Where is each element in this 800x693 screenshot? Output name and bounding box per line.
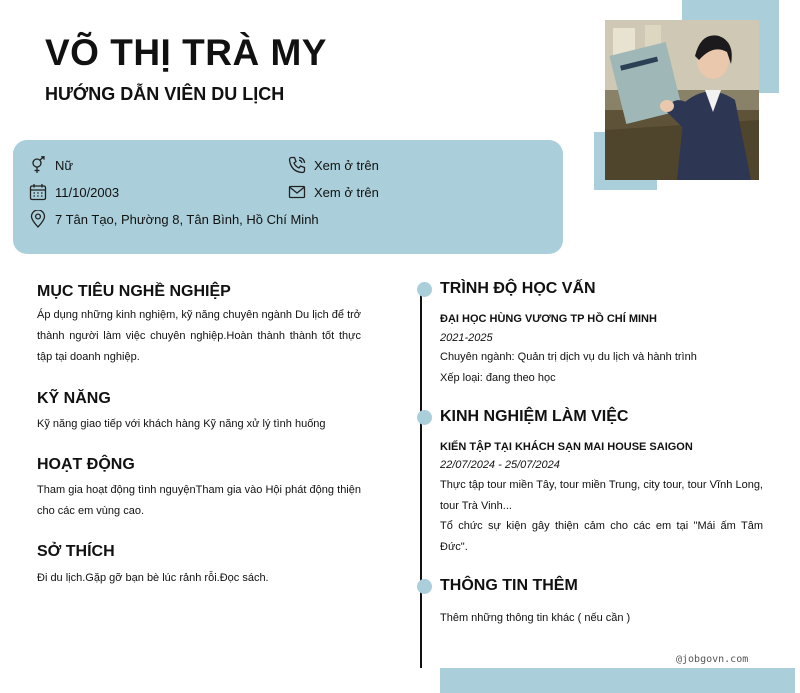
skills-text: Kỹ năng giao tiếp với khách hàng Kỹ năng xử lý tình huống [37, 418, 326, 430]
activities-title: HOẠT ĐỘNG [37, 456, 135, 473]
timeline-line [420, 290, 422, 668]
timeline-dot-additional [417, 579, 432, 594]
experience-title: KINH NGHIỆM LÀM VIỆC [440, 408, 629, 425]
candidate-name: VÕ THỊ TRÀ MY [45, 32, 327, 73]
phone-icon [288, 156, 306, 174]
skills-title: KỸ NĂNG [37, 390, 111, 407]
birthdate-value: 11/10/2003 [55, 184, 120, 200]
job-title: HƯỚNG DẪN VIÊN DU LỊCH [45, 84, 285, 104]
objective-title: MỤC TIÊU NGHỀ NGHIỆP [37, 283, 231, 300]
hobbies-title: SỞ THÍCH [37, 543, 115, 560]
calendar-icon [29, 183, 47, 201]
education-title: TRÌNH ĐỘ HỌC VẤN [440, 280, 596, 297]
location-icon [29, 210, 47, 228]
contact-address [29, 210, 319, 228]
contact-phone [288, 156, 379, 174]
address-value: 7 Tân Tạo, Phường 8, Tân Bình, Hồ Chí Minh [55, 211, 319, 227]
gender-icon [29, 156, 47, 174]
experience-period: 22/07/2024 - 25/07/2024 [440, 459, 560, 471]
decor-block-bottom [440, 668, 795, 693]
education-rank: Xếp loại: đang theo học [440, 372, 556, 384]
experience-text-1: Thực tập tour miền Tây, tour miền Trung, city tour, tour Vĩnh Long, tour Trà Vinh... [440, 479, 763, 512]
timeline-dot-experience [417, 410, 432, 425]
mail-icon [288, 183, 306, 201]
education-school: ĐẠI HỌC HÙNG VƯƠNG TP HỒ CHÍ MINH [440, 313, 657, 325]
contact-email [288, 183, 379, 201]
email-value: Xem ở trên [314, 184, 379, 200]
contact-gender [29, 156, 73, 174]
education-period: 2021-2025 [440, 332, 493, 344]
experience-position: KIẾN TẬP TẠI KHÁCH SẠN MAI HOUSE SAIGON [440, 441, 693, 453]
profile-photo [605, 20, 759, 180]
activities-text: Tham gia hoạt động tình nguyệnTham gia vào Hội phát động thiện cho các em vùng cao. [37, 484, 361, 517]
gender-value: Nữ [55, 157, 74, 173]
contact-birthdate [29, 183, 119, 201]
experience-text-2: Tổ chức sự kiện gây thiện cảm cho các em tại "Mái ấm Tâm Đức". [440, 520, 763, 553]
timeline-dot-education [417, 282, 432, 297]
objective-text: Áp dụng những kinh nghiệm, kỹ năng chuyên ngành Du lịch để trở thành người làm việc chuyên nghiệp.Hoàn thành thành tốt thực tập tại doanh nghiệp. [37, 309, 362, 363]
additional-text: Thêm những thông tin khác ( nếu cần ) [440, 612, 631, 624]
phone-value: Xem ở trên [314, 157, 379, 173]
education-major: Chuyên ngành: Quản trị dịch vụ du lịch và hành trình [440, 351, 697, 363]
hobbies-text: Đi du lịch.Gặp gỡ bạn bè lúc rảnh rỗi.Đọc sách. [37, 572, 269, 584]
watermark: @jobgovn.com [676, 654, 749, 665]
additional-title: THÔNG TIN THÊM [440, 577, 578, 594]
